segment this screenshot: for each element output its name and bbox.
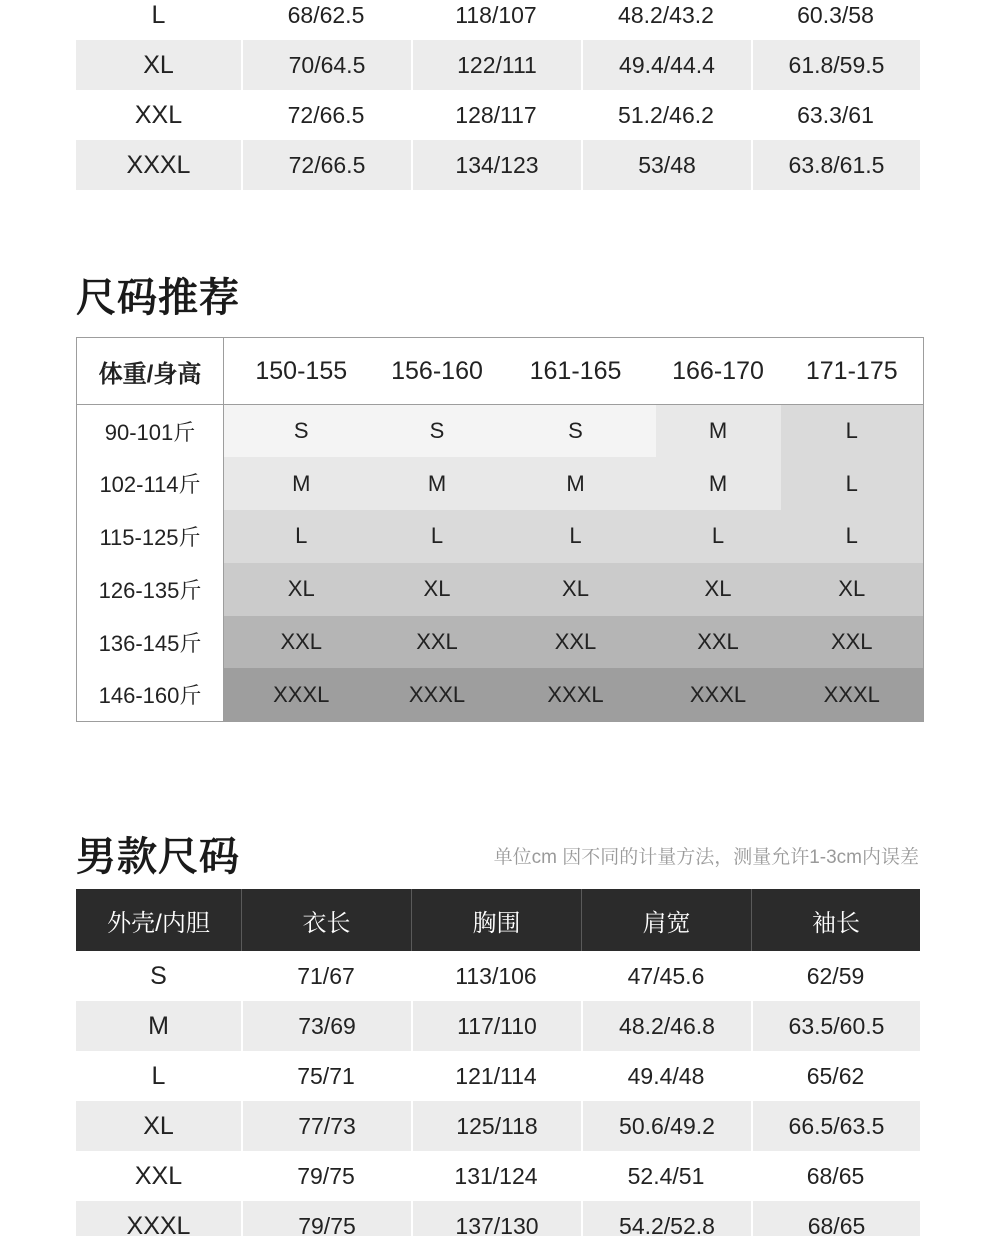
measure-cell: 62/59 xyxy=(806,962,865,989)
measure-cell: 63.3/61 xyxy=(797,101,874,128)
recommendation-row xyxy=(77,616,924,669)
size-cell: XL xyxy=(76,40,241,90)
measure-cell: 60.3/58 xyxy=(797,1,874,28)
size-cell: XL xyxy=(76,1101,241,1151)
column-header: 外壳/内胆 xyxy=(76,889,241,951)
height-header: 161-165 xyxy=(496,338,656,405)
size-table-continued xyxy=(76,0,920,190)
recommended-size-cell: M xyxy=(224,457,379,510)
recommended-size-cell: XL xyxy=(656,563,781,616)
measure-cell: 128/117 xyxy=(455,101,537,128)
column-header: 胸围 xyxy=(411,889,581,951)
size-cell: XXL xyxy=(134,100,183,129)
size-cell: XXL xyxy=(134,1161,183,1190)
measure-cell: 63.5/60.5 xyxy=(751,1001,920,1051)
recommended-size-cell: XXL xyxy=(496,616,656,669)
weight-label: 90-101斤 xyxy=(77,405,224,458)
measure-cell: 72/66.5 xyxy=(241,140,411,190)
measure-cell: 131/124 xyxy=(454,1162,538,1189)
recommended-size-cell: XXL xyxy=(781,616,924,669)
measure-cell: 54.2/52.8 xyxy=(581,1201,751,1236)
recommended-size-cell: L xyxy=(781,457,924,510)
size-cell: S xyxy=(150,961,167,990)
measure-cell: 117/110 xyxy=(411,1001,581,1051)
recommended-size-cell: L xyxy=(781,510,924,563)
unit-note: 单位cm 因不同的计量方法，测量允许1-3cm内误差 xyxy=(493,847,919,868)
recommended-size-cell: L xyxy=(496,510,656,563)
measure-cell: 72/66.5 xyxy=(287,101,365,128)
recommended-size-cell: XXXL xyxy=(781,668,924,721)
size-cell: XXXL xyxy=(76,1201,241,1236)
size-recommendation-table xyxy=(76,337,924,722)
recommended-size-cell: L xyxy=(224,510,379,563)
measure-cell: 73/69 xyxy=(241,1001,411,1051)
measure-cell: 122/111 xyxy=(411,40,581,90)
measure-cell: 121/114 xyxy=(455,1062,537,1089)
measure-cell: 79/75 xyxy=(297,1162,355,1189)
recommended-size-cell: M xyxy=(379,457,496,510)
height-header: 150-155 xyxy=(224,338,379,405)
measure-cell: 75/71 xyxy=(297,1062,355,1089)
recommended-size-cell: XXL xyxy=(656,616,781,669)
measure-cell: 77/73 xyxy=(241,1101,411,1151)
height-header: 166-170 xyxy=(656,338,781,405)
recommended-size-cell: M xyxy=(656,457,781,510)
table-row xyxy=(76,40,920,90)
measure-cell: 137/130 xyxy=(411,1201,581,1236)
recommended-size-cell: M xyxy=(656,405,781,458)
recommended-size-cell: S xyxy=(496,405,656,458)
measure-cell: 49.4/48 xyxy=(627,1062,705,1089)
table-row xyxy=(76,90,920,140)
section-title-mens-sizes: 男款尺码 xyxy=(76,835,240,879)
weight-label: 146-160斤 xyxy=(77,668,224,721)
table-row xyxy=(76,140,920,190)
table-row xyxy=(76,1051,920,1101)
measure-cell: 65/62 xyxy=(806,1062,865,1089)
measure-cell: 134/123 xyxy=(411,140,581,190)
measure-cell: 51.2/46.2 xyxy=(618,101,714,128)
weight-label: 136-145斤 xyxy=(77,616,224,669)
table-row xyxy=(76,1201,920,1236)
recommended-size-cell: XL xyxy=(224,563,379,616)
column-header: 袖长 xyxy=(751,889,920,951)
measure-cell: 113/106 xyxy=(455,962,537,989)
recommended-size-cell: XXXL xyxy=(379,668,496,721)
recommendation-row xyxy=(77,405,924,458)
measure-cell: 118/107 xyxy=(455,1,537,28)
size-cell: L xyxy=(151,1061,166,1090)
measure-cell: 68/65 xyxy=(751,1201,920,1236)
table-row xyxy=(76,1101,920,1151)
table-row xyxy=(76,951,920,1001)
table-row xyxy=(76,0,920,40)
section-title-size-recommendation: 尺码推荐 xyxy=(76,276,240,320)
recommended-size-cell: M xyxy=(496,457,656,510)
size-cell: L xyxy=(151,0,166,29)
recommended-size-cell: XL xyxy=(781,563,924,616)
recommended-size-cell: XXXL xyxy=(656,668,781,721)
measure-cell: 71/67 xyxy=(297,962,355,989)
recommendation-row xyxy=(77,563,924,616)
recommended-size-cell: L xyxy=(379,510,496,563)
mens-size-table xyxy=(76,889,920,1236)
recommended-size-cell: L xyxy=(781,405,924,458)
recommended-size-cell: XL xyxy=(379,563,496,616)
recommended-size-cell: XXL xyxy=(224,616,379,669)
measure-cell: 66.5/63.5 xyxy=(751,1101,920,1151)
measure-cell: 50.6/49.2 xyxy=(581,1101,751,1151)
recommended-size-cell: XXL xyxy=(379,616,496,669)
weight-label: 126-135斤 xyxy=(77,563,224,616)
measure-cell: 125/118 xyxy=(411,1101,581,1151)
corner-label: 体重/身高 xyxy=(77,338,224,405)
column-header: 衣长 xyxy=(241,889,411,951)
table-row xyxy=(76,1001,920,1051)
weight-label: 115-125斤 xyxy=(77,510,224,563)
measure-cell: 70/64.5 xyxy=(241,40,411,90)
recommended-size-cell: XXXL xyxy=(224,668,379,721)
measure-cell: 63.8/61.5 xyxy=(751,140,920,190)
measure-cell: 79/75 xyxy=(241,1201,411,1236)
recommendation-row xyxy=(77,510,924,563)
measure-cell: 47/45.6 xyxy=(627,962,705,989)
recommended-size-cell: L xyxy=(656,510,781,563)
height-header: 171-175 xyxy=(781,338,924,405)
measure-cell: 52.4/51 xyxy=(627,1162,705,1189)
table-row xyxy=(76,1151,920,1201)
measure-cell: 48.2/46.8 xyxy=(581,1001,751,1051)
recommended-size-cell: XL xyxy=(496,563,656,616)
measure-cell: 68/62.5 xyxy=(287,1,365,28)
measure-cell: 68/65 xyxy=(806,1162,865,1189)
recommended-size-cell: S xyxy=(224,405,379,458)
measure-cell: 61.8/59.5 xyxy=(751,40,920,90)
recommendation-row xyxy=(77,457,924,510)
measure-cell: 53/48 xyxy=(581,140,751,190)
size-cell: XXXL xyxy=(76,140,241,190)
measure-cell: 49.4/44.4 xyxy=(581,40,751,90)
size-cell: M xyxy=(76,1001,241,1051)
recommendation-row xyxy=(77,668,924,721)
recommended-size-cell: XXXL xyxy=(496,668,656,721)
weight-label: 102-114斤 xyxy=(77,457,224,510)
height-header: 156-160 xyxy=(379,338,496,405)
measure-cell: 48.2/43.2 xyxy=(618,1,714,28)
column-header: 肩宽 xyxy=(581,889,751,951)
recommended-size-cell: S xyxy=(379,405,496,458)
